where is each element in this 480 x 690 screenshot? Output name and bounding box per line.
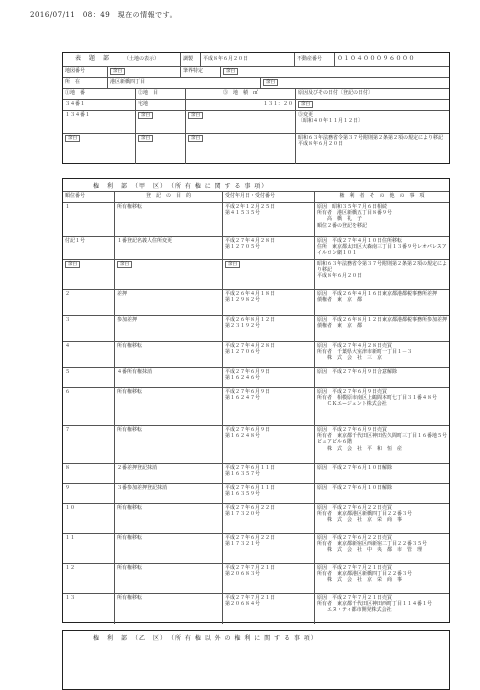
mokuteki-cell: ２番差押登記抹消 [115,464,223,483]
chosei-label: 調製 [181,53,201,66]
row2-genin: ③変更 〔昭和４０年１１月１２日〕 [298,112,364,125]
mokuteki-cell: 所有権移転 [115,504,223,533]
kenri-cell: 原因 平成２７年６月９日売買 所有者 東京都千代田区神田佐久間町三丁目１６番地５号ピュアビル６階 株 式 会 社 平 和 恒 産 [317,427,448,452]
yoyaku-stamp: 余白 [188,112,203,119]
kenri-cell: 原因 昭和３５年７月６日相続 所有者 港区新橋五丁目８番９号 高 橋 礼 子 順位２番の登記を移記 [317,204,393,229]
table-row [63,388,449,426]
mokuteki-cell: 所有権移転 [115,564,223,593]
mokuteki-cell: 所有権移転 [115,594,223,624]
table-row [63,564,449,594]
table-row [63,534,449,564]
kenri-cell: 昭和６３年法務省令第３７号附則第２条第２項の規定により移記 平成８年６月２０日 [317,261,448,280]
mokuteki-cell: 参加差押 [115,316,223,341]
col-chimoku: ②地 目 [136,89,186,99]
timestamp: 2016/07/11 08：49 現在の情報です。 [30,11,178,19]
row1-chimoku: 宅地 [136,100,186,110]
otsuku-section [62,630,450,690]
kenri-cell: 原因 平成２７年６月９日合意解除 [317,369,398,375]
uketsuke-cell: 平成２７年７月２１日 第２０６８４号 [223,594,315,624]
yoyaku-stamp: 余白 [223,68,238,75]
jun-cell: ６ [63,388,115,425]
shozai-label: 所 在 [63,78,108,88]
kenri-cell: 原因 平成２７年６月９日売買 所有者 相模原市南区上鶴間本町七丁目３１番４８号 ＣＫエージェント株式会社 [317,389,438,408]
hyodai-sub: （土地の表示） [124,56,160,63]
uketsuke-cell: 平成２７年６月１１日 第１６３５９号 [223,484,315,503]
fudosan-value: ０１０４０００９６０００ [337,55,416,63]
jun-cell: ３ [63,316,115,341]
hikkai-label: 筆界特定 [181,67,221,77]
yoyaku-stamp: 余白 [117,261,132,268]
kenri-cell: 原因 平成２７年７月２１日売買 所有者 東京都港区新橋四丁目２２番３号 株 式 会 社 京 栄 商 事 [317,565,413,584]
mokuteki-cell: 所有権移転 [115,388,223,425]
table-row [63,504,449,534]
yoyaku-stamp: 余白 [298,101,313,108]
uketsuke-cell: 平成２７年７月２１日 第２０６８３号 [223,564,315,593]
col-kenri: 権 利 者 そ の 他 の 事 項 [339,193,425,199]
mokuteki-cell [115,260,223,289]
jun-cell: ８ [63,464,115,483]
uketsuke-cell: 平成２７年４月２８日 第１２７０５号 [223,237,315,259]
table-row [63,426,449,464]
uketsuke-cell: 平成２６年８月１２日 第２３１９２号 [223,316,315,341]
kenri-cell: 原因 平成２６年８月１２日東京都港都税事務所参加差押 債権者 東 京 都 [317,317,448,330]
uketsuke-cell: 平成２７年６月９日 第１６２４６号 [223,368,315,387]
jun-cell [63,260,115,289]
jun-cell: １１ [63,534,115,563]
mokuteki-cell: 所有権移転 [115,342,223,367]
jun-cell: １２ [63,564,115,593]
shozai-value: 港区新橋四丁目 [108,78,261,88]
kenri-cell: 原因 平成２７年４月１０日住所移転 住所 東京都太田区大森南三丁目１３番９号レオパレスアイルロン網１０１ [317,238,447,257]
kenri-cell: 原因 平成２７年６月２２日売買 所有者 東京都新宿区西新宿二丁目２２番３５号 株 式 会 社 中 央 都 市 管 理 [317,535,428,554]
uketsuke-cell: 平成２６年４月１８日 第１２９８２号 [223,290,315,315]
col-chiseki: ③ 地 積 ㎡ [186,89,296,99]
uketsuke-cell: 平成２７年６月１１日 第１６３５７号 [223,464,315,483]
chizu-label: 地図番号 [63,67,108,77]
jun-cell: ４ [63,342,115,367]
yoyaku-stamp: 余白 [138,112,153,119]
kouku-body [63,203,449,624]
yoyaku-stamp: 余白 [65,261,80,268]
jun-cell: ７ [63,426,115,463]
table-row [63,368,449,388]
kouku-section [62,178,450,623]
row1-chiban: ３４番１ [63,100,136,110]
row3-genin: 昭和６３年法務省令第３７号附則第２条第２項の規定により移記 平成８年６月２０日 [298,135,444,148]
kenri-cell: 原因 平成２７年４月２８日売買 所有者 千葉県大室津市新町一丁目１－３ 株 式 会 社 三 京 [317,343,413,362]
uketsuke-cell: 平成２７年６月９日 第１６２４８号 [223,426,315,463]
chosei-value: 平成８年６月２０日 [201,53,295,66]
hyodai-section [62,52,450,164]
uketsuke-cell: 平成２７年４月２８日 第１２７０６号 [223,342,315,367]
yoyaku-stamp: 余白 [138,135,153,142]
mokuteki-cell: 所有権移転 [115,203,223,236]
fudosan-label: 不動産番号 [295,53,335,66]
kouku-heading: 権 利 部 （甲 区） （所 有 権 に 関 す る 事 項） [63,179,449,192]
yoyaku-stamp: 余白 [188,135,203,142]
uketsuke-cell [223,260,315,289]
jun-cell: ９ [63,484,115,503]
jun-cell: １３ [63,594,115,624]
jun-cell: 付記１号 [63,237,115,259]
row2-chiban: １３４番１ [63,111,136,133]
kenri-cell: 原因 平成２７年６月１０日解除 [317,485,393,491]
kenri-cell: 原因 平成２６年４月１６日東京都港都税事務所差押 債権者 東 京 都 [317,291,438,304]
col-genin: 原因及びその日付〔登記の日付〕 [298,90,374,96]
kenri-cell: 原因 平成２７年６月１０日解除 [317,465,393,471]
yoyaku-stamp: 余白 [110,68,125,75]
uketsuke-cell: 平成２７年６月９日 第１６２４７号 [223,388,315,425]
col-mokuteki: 登 記 の 目 的 [115,192,223,202]
row1-chiseki: １３１：２０ [186,100,296,110]
mokuteki-cell: 差押 [115,290,223,315]
mokuteki-cell: １番登記名義人住所変更 [115,237,223,259]
jun-cell: ５ [63,368,115,387]
uketsuke-cell: 平成２７年６月２２日 第１７３２１号 [223,534,315,563]
otsuku-heading: 権 利 部 （乙 区） （所 有 権 以 外 の 権 利 に 関 す る 事 項） [93,635,318,642]
table-row [63,342,449,368]
col-jun: 順位番号 [63,192,115,202]
yoyaku-stamp: 余白 [65,135,80,142]
kenri-cell: 原因 平成２７年７月２１日売買 所有者 東京都千代田区神田西町丁目１１４番１号 エヌ・ティ都市開発株式会社 [317,595,433,614]
table-row [63,484,449,504]
mokuteki-cell: ４番所有権抹消 [115,368,223,387]
jun-cell: １ [63,203,115,236]
yoyaku-stamp: 余白 [263,79,278,86]
table-row [63,260,449,290]
mokuteki-cell: ３番参加差押登記抹消 [115,484,223,503]
mokuteki-cell: 所有権移転 [115,534,223,563]
table-row [63,237,449,260]
col-chiban: ①地 番 [63,89,136,99]
uketsuke-cell: 平成２７年６月２２日 第１７３２０号 [223,504,315,533]
jun-cell: ２ [63,290,115,315]
jun-cell: １０ [63,504,115,533]
table-row [63,316,449,342]
col-uketsuke: 受付年月日・受付番号 [223,192,315,202]
table-row [63,594,449,624]
table-row [63,290,449,316]
table-row [63,464,449,484]
uketsuke-cell: 平成２年１２月２５日 第４１５３５号 [223,203,315,236]
kenri-cell: 原因 平成２７年６月２２日売買 所有者 東京都港区新橋四丁目２２番３号 株 式 会 社 京 栄 商 事 [317,505,413,524]
hyodai-heading: 表 題 部 [75,55,111,63]
table-row [63,203,449,237]
mokuteki-cell: 所有権移転 [115,426,223,463]
yoyaku-stamp: 余白 [225,261,240,268]
